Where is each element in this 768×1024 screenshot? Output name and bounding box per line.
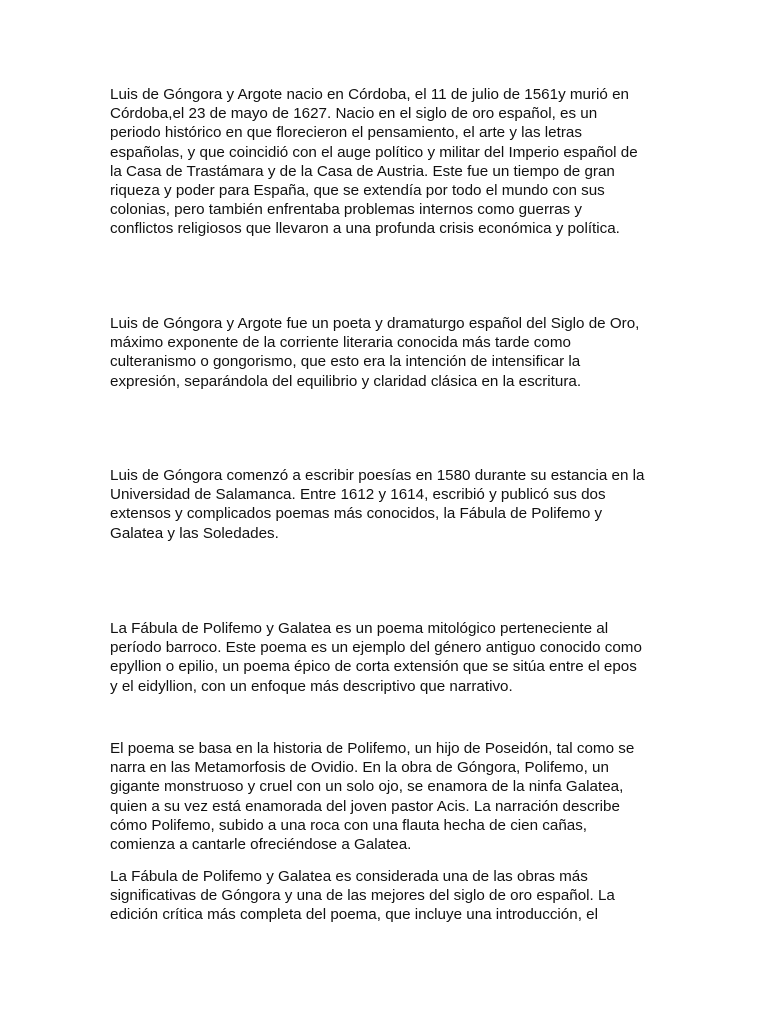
paragraph-polifemo-story: El poema se basa en la historia de Polifemo, un hijo de Poseidón, tal como se narra en las Metamorfosis de Ovidio. En la obra de Góngora, Polifemo, un gigante monstruoso y cruel con un solo ojo, se enamora de la ninfa Galatea, quien a su vez está enamorada del joven pastor Acis. La narración describe cómo Polifemo, subido a una roca con una flauta hecha de cien cañas, comienza a cantarle ofreciéndose a Galatea.	[110, 740, 635, 854]
paragraph-polifemo-significance: La Fábula de Polifemo y Galatea es considerada una de las obras más significativas de Góngora y una de las mejores del siglo de oro español. La edición crítica más completa del poema, que incluye una introducción, el	[110, 868, 615, 924]
paragraph-polifemo-genre: La Fábula de Polifemo y Galatea es un poema mitológico perteneciente al período barroco. Este poema es un ejemplo del género antiguo conocido como epyllion o epilio, un poema épico de corta extensión que se sitúa entre el epos y el eidyllion, con un enfoque más descriptivo que narrativo.	[110, 620, 642, 695]
paragraph-early-works: Luis de Góngora comenzó a escribir poesías en 1580 durante su estancia en la Universidad de Salamanca. Entre 1612 y 1614, escribió y publicó sus dos extensos y complicados poemas más conocidos, la Fábula de Polifemo y Galatea y las Soledades.	[110, 467, 645, 542]
paragraph-biography-intro: Luis de Góngora y Argote nacio en Córdoba, el 11 de julio de 1561y murió en Córdoba,el 23 de mayo de 1627. Nacio en el siglo de oro español, es un periodo histórico en que florecieron el pensamiento, el arte y las letras españolas, y que coincidió con el auge político y militar del Imperio español de la Casa de Trastámara y de la Casa de Austria. Este fue un tiempo de gran riqueza y poder para España, que se extendía por todo el mundo con sus colonias, pero también enfrentaba problemas internos como guerras y conflictos religiosos que llevaron a una profunda crisis económica y política.	[110, 86, 638, 238]
paragraph-culteranismo: Luis de Góngora y Argote fue un poeta y dramaturgo español del Siglo de Oro, máximo exponente de la corriente literaria conocida más tarde como culteranismo o gongorismo, que esto era la intención de intensificar la expresión, separándola del equilibrio y claridad clásica en la escritura.	[110, 315, 640, 390]
